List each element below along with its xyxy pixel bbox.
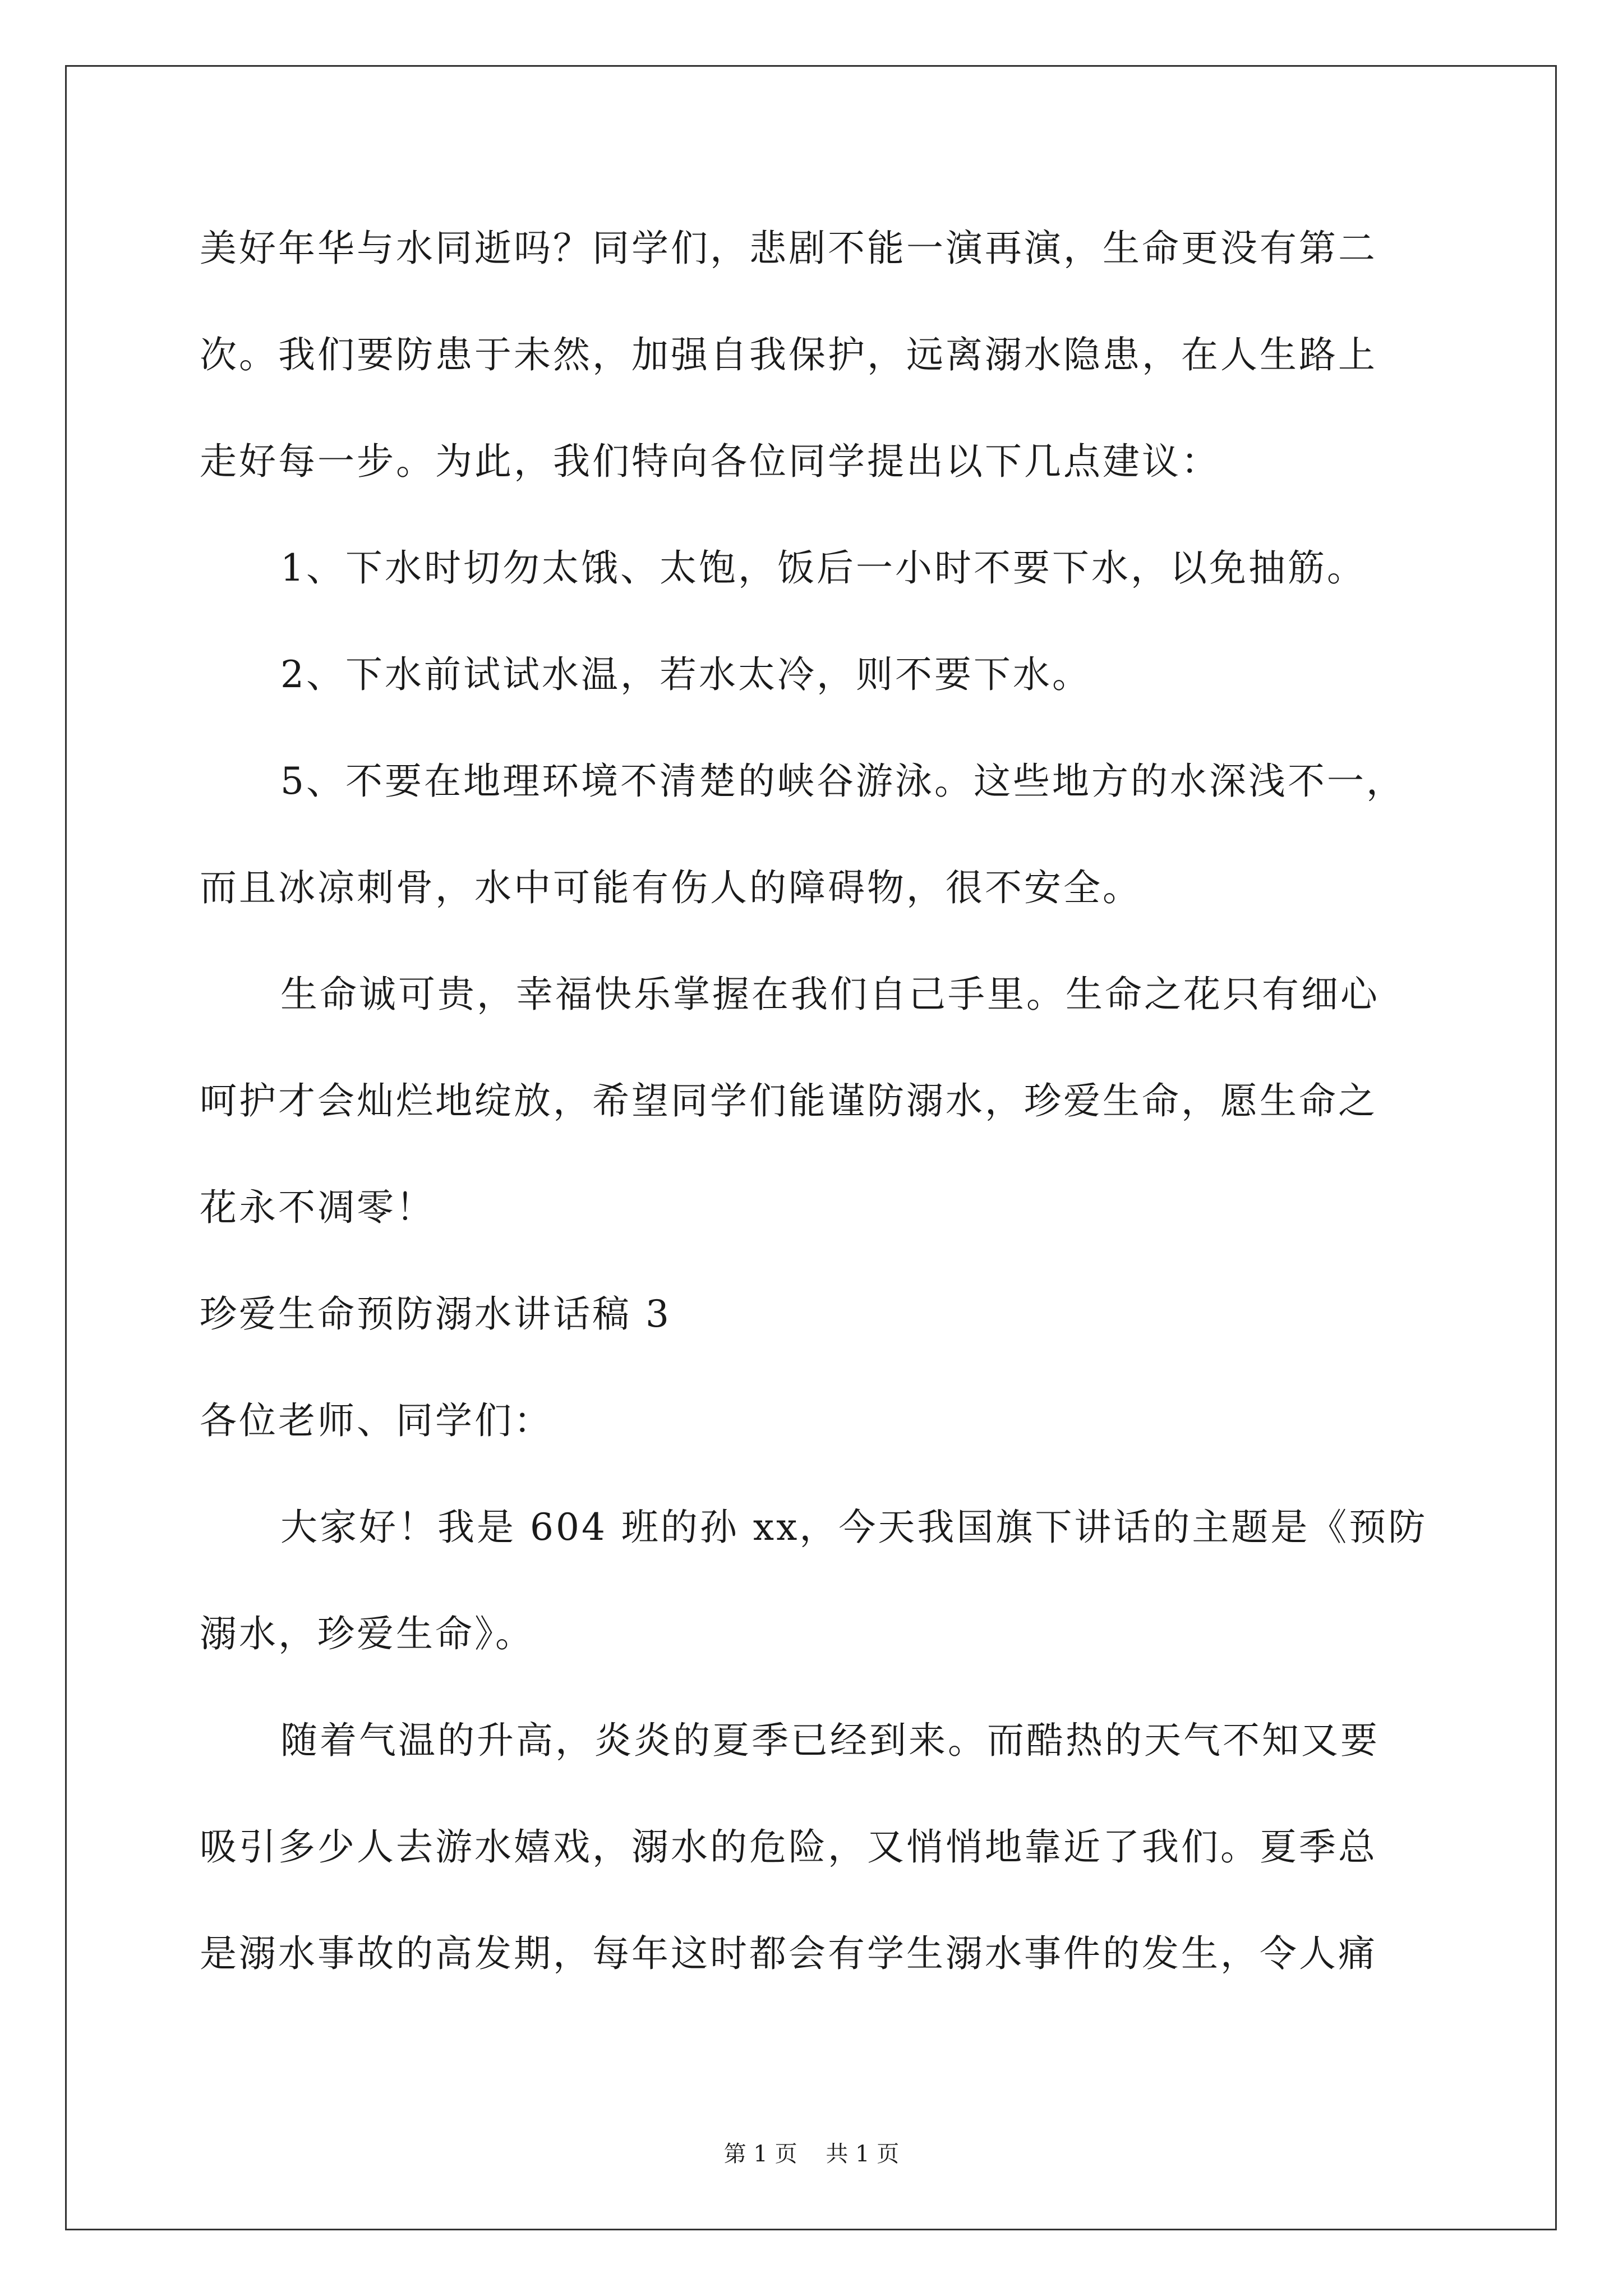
paragraph-line: 花永不凋零！ xyxy=(200,1186,435,1229)
paragraph-line: 大家好！我是 604 班的孙 xx，今天我国旗下讲话的主题是《预防 xyxy=(280,1506,1428,1549)
paragraph-line: 呵护才会灿烂地绽放，希望同学们能谨防溺水，珍爱生命，愿生命之 xyxy=(200,1079,1377,1122)
paragraph-line: 随着气温的升高，炎炎的夏季已经到来。而酷热的天气不知又要 xyxy=(280,1719,1380,1762)
paragraph-line: 走好每一步。为此，我们特向各位同学提出以下几点建议： xyxy=(200,440,1220,483)
page-border xyxy=(65,65,1557,2230)
list-item: 1、下水时切勿太饿、太饱，饭后一小时不要下水，以免抽筋。 xyxy=(280,546,1366,590)
paragraph-line: 生命诚可贵，幸福快乐掌握在我们自己手里。生命之花只有细心 xyxy=(280,973,1380,1016)
paragraph-line: 而且冰凉刺骨，水中可能有伤人的障碍物，很不安全。 xyxy=(200,866,1142,909)
paragraph-line: 是溺水事故的高发期，每年这时都会有学生溺水事件的发生，令人痛 xyxy=(200,1932,1377,1975)
section-title: 珍爱生命预防溺水讲话稿 3 xyxy=(200,1292,671,1336)
salutation: 各位老师、同学们： xyxy=(200,1399,553,1442)
paragraph-line: 次。我们要防患于未然，加强自我保护，远离溺水隐患，在人生路上 xyxy=(200,333,1377,376)
paragraph-line: 美好年华与水同逝吗？同学们，悲剧不能一演再演，生命更没有第二 xyxy=(200,227,1377,270)
list-item: 5、不要在地理环境不清楚的峡谷游泳。这些地方的水深浅不一， xyxy=(280,760,1405,803)
page-number: 第 1 页 共 1 页 xyxy=(723,2141,900,2167)
paragraph-line: 吸引多少人去游水嬉戏，溺水的危险，又悄悄地靠近了我们。夏季总 xyxy=(200,1825,1377,1869)
list-item: 2、下水前试试水温，若水太冷，则不要下水。 xyxy=(280,653,1091,696)
paragraph-line: 溺水，珍爱生命》。 xyxy=(200,1612,534,1655)
